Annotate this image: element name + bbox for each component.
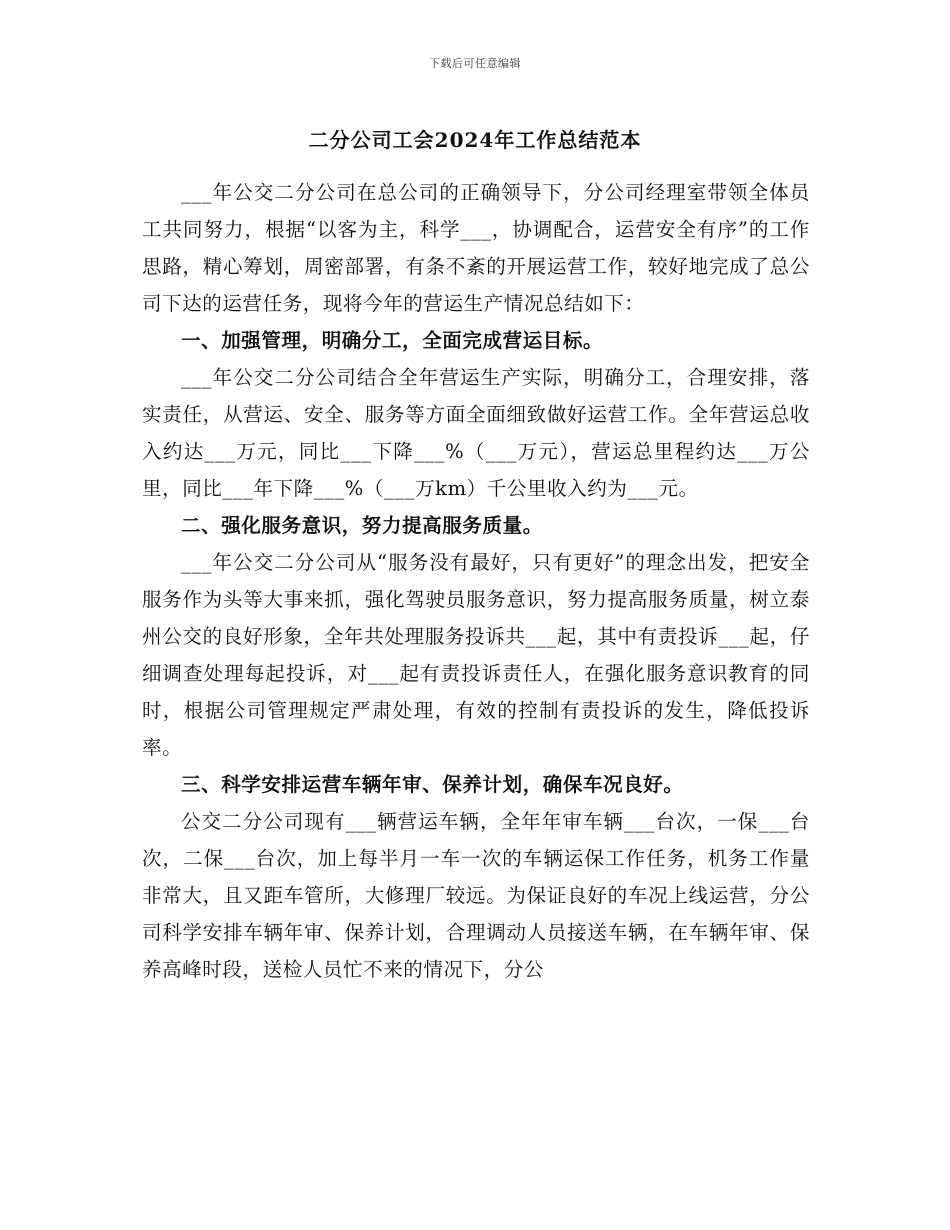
document-body xyxy=(142,174,810,988)
section-1-paragraph: ___年公交二分公司结合全年营运生产实际，明确分工，合理安排，落实责任，从营运、安全、服务等方面全面细致做好运营工作。全年营运总收入约达___万元，同比___下降___%（___万元），营运总里程约达___万公里，同比___年下降___%（___万km）千公里收入约为___元。 xyxy=(142,366,810,500)
section-heading-3: 三、科学安排运营车辆年审、保养计划，确保车况良好。 xyxy=(181,773,684,796)
section-heading-1: 一、加强管理，明确分工，全面完成营运目标。 xyxy=(181,329,604,352)
document-title: 二分公司工会2024年工作总结范本 xyxy=(308,128,642,152)
section-2-paragraph: ___年公交二分公司从“服务没有最好，只有更好”的理念出发，把安全服务作为头等大事来抓，强化驾驶员服务意识，努力提高服务质量，树立泰州公交的良好形象，全年共处理服务投诉共___起，其中有责投诉___起，仔细调查处理每起投诉，对___起有责投诉责任人，在强化服务意识教育的同时，根据公司管理规定严肃处理，有效的控制有责投诉的发生，降低投诉率。 xyxy=(142,551,810,759)
section-heading-2: 二、强化服务意识，努力提高服务质量。 xyxy=(181,514,543,537)
section-3-paragraph: 公交二分公司现有___辆营运车辆，全年年审车辆___台次，一保___台次，二保___台次，加上每半月一车一次的车辆运保工作任务，机务工作量非常大，且又距车管所，大修理厂较远。为保证良好的车况上线运营，分公司科学安排车辆年审、保养计划，合理调动人员接送车辆，在车辆年审、保养高峰时段，送检人员忙不来的情况下，分公 xyxy=(142,810,810,981)
intro-paragraph: ___年公交二分公司在总公司的正确领导下，分公司经理室带领全体员工共同努力，根据“以客为主，科学___，协调配合，运营安全有序”的工作思路，精心筹划，周密部署，有条不紊的开展运营工作，较好地完成了总公司下达的运营任务，现将今年的营运生产情况总结如下： xyxy=(142,181,810,315)
header-note: 下载后可任意编辑 xyxy=(429,57,521,70)
